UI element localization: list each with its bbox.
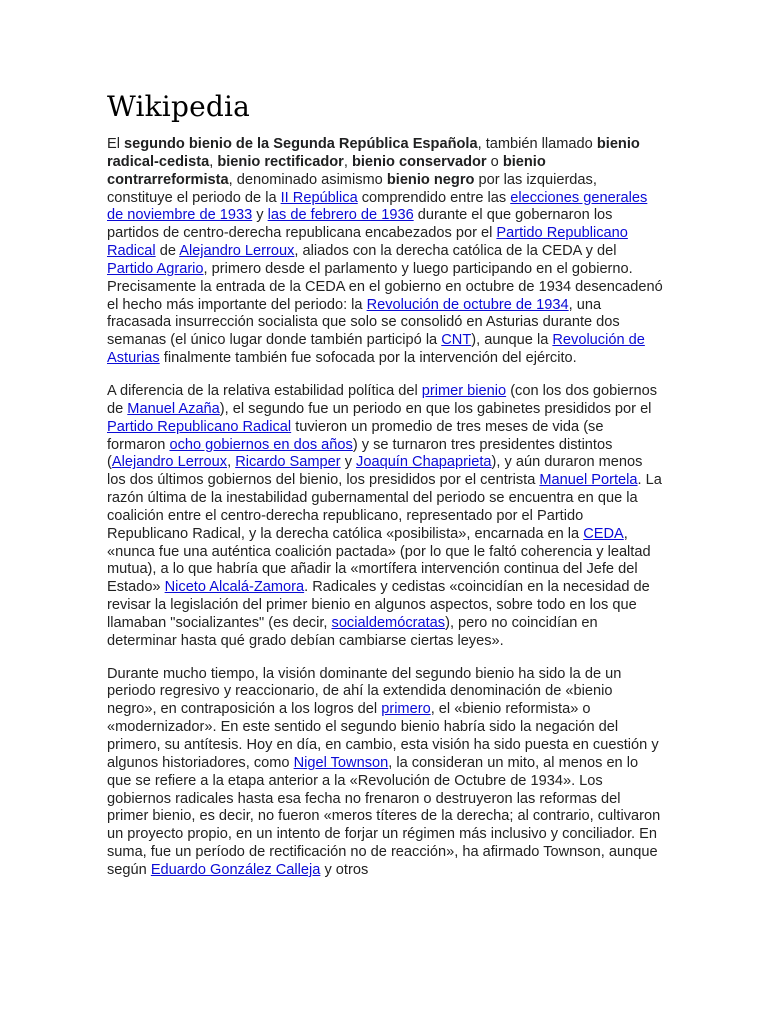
text-run: El — [107, 136, 125, 152]
article-body — [107, 136, 663, 880]
bold-term: bienio rectificador — [217, 153, 344, 170]
text-run: . Radicales y cedistas «coincidían en la necesidad de revisar la legislación del primer bienio en algunos aspectos, sobre todo en los que llamaban "socializantes" (es decir, — [107, 579, 650, 631]
site-title: Wikipedia — [107, 90, 251, 123]
text-run: por las izquierdas, constituye el periodo de la — [107, 171, 597, 206]
bold-term: segundo bienio de la Segunda República Española — [124, 136, 478, 152]
article-link[interactable]: Ricardo Samper — [235, 454, 341, 471]
text-run: , «nunca fue una auténtica coalición pactada» (por lo que le faltó coherencia y lealtad mutua), a lo que habría que añadir la «mortífera intervención continua del Jefe del Estado» — [107, 525, 651, 596]
text-run: , aliados con la derecha católica de la CEDA y del — [294, 243, 617, 260]
text-run: ), pero no coincidían en determinar hasta qué grado debían cambiarse ciertas leyes». — [107, 614, 598, 649]
text-run: , primero desde el parlamento y luego participando en el gobierno. Precisamente la entrada de la CEDA en el gobierno en octubre de 1934 desencadenó el hecho más importante del periodo: la — [107, 260, 663, 313]
text-run: , el «bienio reformista» o «modernizador». En este sentido el segundo bienio habría sido la negación del primero, su antítesis. Hoy en día, en cambio, esta visión ha sido puesta en cuestión y algunos historiadores, como — [107, 701, 659, 771]
article-link[interactable]: CEDA — [583, 525, 624, 542]
article-link[interactable]: Niceto Alcalá-Zamora — [164, 579, 305, 596]
text-run: (con los dos gobiernos de — [107, 382, 658, 417]
article-link[interactable]: primer bienio — [421, 382, 507, 399]
article-link[interactable]: Joaquín Chapaprieta — [356, 454, 492, 471]
text-run: de — [155, 243, 180, 260]
paragraph — [107, 383, 663, 651]
article-link[interactable]: Manuel Azaña — [127, 400, 220, 417]
article — [107, 88, 663, 895]
article-link[interactable]: primero — [381, 701, 431, 718]
article-link[interactable]: Partido Republicano Radical — [107, 225, 628, 260]
text-run: . La razón última de la inestabilidad gubernamental del periodo se encuentra en que la coalición entre el centro-derecha republicano, representado por el Partido Republicano Radical, y la derecha católica «posibilista», encarnada en la — [107, 472, 662, 542]
article-link[interactable]: Alejandro Lerroux — [111, 454, 228, 471]
article-link[interactable]: Partido Republicano Radical — [107, 418, 292, 435]
paragraph — [107, 136, 663, 368]
text-run: finalmente también fue sofocada por la intervención del ejército. — [159, 350, 577, 367]
text-run: ), el segundo fue un periodo en que los gabinetes presididos por el — [219, 400, 652, 417]
paragraph — [107, 666, 663, 880]
text-run: tuvieron un promedio de tres meses de vida (se formaron — [107, 418, 604, 453]
bold-term: bienio contrarreformista — [107, 153, 546, 188]
text-run: comprendido entre las — [357, 189, 511, 206]
text-run: ), y aún duraron menos los dos últimos gobiernos del bienio, los presididos por el centrista — [107, 454, 643, 489]
text-run: durante el que gobernaron los partidos de centro-derecha republicana encabezados por el — [107, 207, 613, 242]
bold-term: bienio negro — [386, 171, 475, 188]
text-run: y — [340, 454, 357, 471]
article-link[interactable]: elecciones generales de noviembre de 1933 — [107, 189, 648, 224]
text-run: , — [227, 454, 236, 471]
article-link[interactable]: CNT — [441, 332, 472, 349]
text-run: , denominado asimismo — [228, 171, 387, 188]
text-run: y otros — [320, 861, 369, 878]
bold-term: bienio radical-cedista — [107, 136, 640, 170]
article-link[interactable]: Alejandro Lerroux — [179, 243, 295, 260]
article-link[interactable]: Partido Agrario — [107, 260, 204, 277]
text-run: Durante mucho tiempo, la visión dominante del segundo bienio ha sido la de un periodo regresivo y reaccionario, de ahí la extendida denominación de «bienio negro», en contraposición a los logros del — [107, 665, 622, 718]
text-run: , la consideran un mito, al menos en lo que se refiere a la etapa anterior a la «Revolución de Octubre de 1934». Los gobiernos radicales hasta esa fecha no frenaron o destruyeron las reformas del primer bienio, es decir, no fueron «meros títeres de la derecha; al contrario, cultivaron un proyecto propio, en un intento de forjar un régimen más inclusivo y conciliador. En suma, fue un período de rectificación no de reacción», ha afirmado Townson, aunque según — [107, 754, 661, 878]
article-link[interactable]: socialdemócratas — [331, 614, 446, 631]
text-run: ) y se turnaron tres presidentes distintos ( — [107, 436, 613, 471]
article-link[interactable]: ocho gobiernos en dos años — [169, 436, 353, 453]
text-run: , — [343, 153, 352, 170]
text-run: y — [252, 207, 268, 224]
article-link[interactable]: Eduardo González Calleja — [150, 861, 321, 878]
article-link[interactable]: Nigel Townson — [293, 754, 389, 771]
text-run: , también llamado — [477, 136, 597, 152]
text-run: , una fracasada insurrección socialista que solo se consolidó en Asturias durante dos semanas (el único lugar donde también participó la — [107, 296, 620, 349]
article-link[interactable]: Revolución de Asturias — [107, 332, 645, 367]
text-run: , — [209, 153, 218, 170]
text-run: A diferencia de la relativa estabilidad política del — [107, 382, 422, 399]
article-link[interactable]: las de febrero de 1936 — [267, 207, 414, 224]
article-link[interactable]: II República — [280, 189, 358, 206]
article-link[interactable]: Manuel Portela — [539, 472, 638, 489]
text-run: o — [486, 153, 503, 170]
bold-term: bienio conservador — [351, 153, 487, 170]
article-link[interactable]: Revolución de octubre de 1934 — [366, 296, 569, 313]
text-run: ), aunque la — [471, 332, 553, 349]
